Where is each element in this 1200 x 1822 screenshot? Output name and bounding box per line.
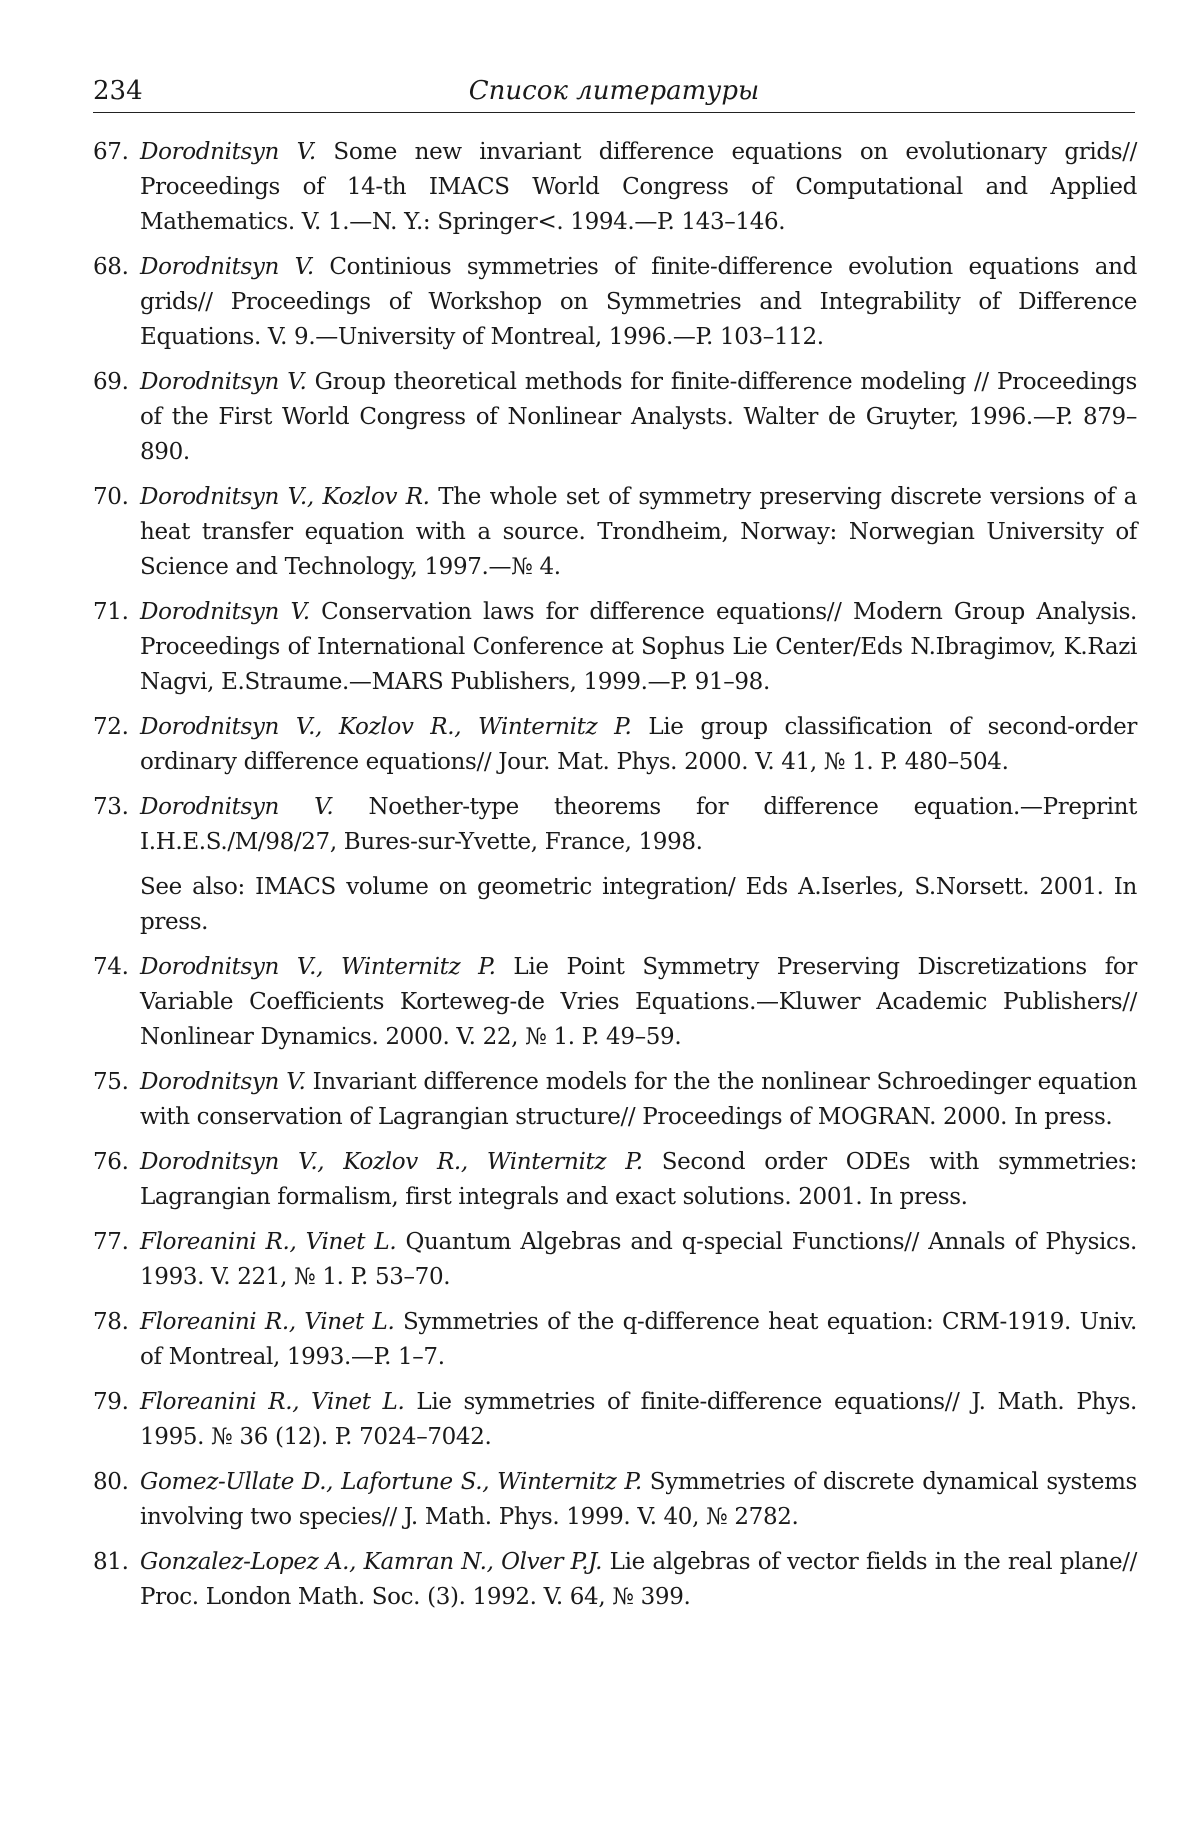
reference-item <box>93 1145 1137 1215</box>
reference-number: 79. <box>93 1385 129 1420</box>
reference-authors: Dorodnitsyn V., Kozlov R., Winternitz P. <box>140 1149 643 1175</box>
reference-item <box>93 1385 1137 1455</box>
reference-item <box>93 135 1137 240</box>
reference-text: Lie algebras of vector fields in the real plane// Proc. London Math. Soc. (3). 1992. V. 64, № 399. <box>140 1549 1137 1610</box>
reference-text: The whole set of symmetry preserving discrete versions of a heat transfer equation with a source. Trondheim, Norway: Norwegian University of Science and Technology, 1997.—№ 4. <box>140 484 1137 580</box>
reference-item <box>93 250 1137 355</box>
reference-authors: Gonzalez-Lopez A., Kamran N., Olver P.J. <box>140 1549 602 1575</box>
reference-item <box>93 710 1137 780</box>
book-page <box>0 0 1200 1822</box>
reference-item <box>93 480 1137 585</box>
reference-list <box>93 135 1137 1625</box>
reference-text: Invariant difference models for the the nonlinear Schroedinger equation with conservation of Lagrangian structure// Proceedings of MOGRAN. 2000. In press. <box>140 1069 1137 1130</box>
reference-authors: Floreanini R., Vinet L. <box>140 1229 396 1255</box>
reference-item <box>93 1225 1137 1295</box>
reference-authors: Floreanini R., Vinet L. <box>140 1309 394 1335</box>
reference-item <box>93 950 1137 1055</box>
reference-text: Symmetries of discrete dynamical systems involving two species// J. Math. Phys. 1999. V. 40, № 2782. <box>140 1469 1137 1530</box>
reference-item <box>93 365 1137 470</box>
reference-authors: Dorodnitsyn V. <box>140 599 310 625</box>
reference-number: 81. <box>93 1545 129 1580</box>
reference-text: Continious symmetries of finite-difference evolution equations and grids// Proceedings of Workshop on Symmetries and Integrability of Difference Equations. V. 9.—University of Montreal, 1996.—P. 103–112. <box>140 254 1137 350</box>
reference-number: 72. <box>93 710 129 745</box>
reference-authors: Gomez-Ullate D., Lafortune S., Winternitz P. <box>140 1469 642 1495</box>
reference-number: 73. <box>93 790 129 825</box>
reference-text: Lie Point Symmetry Preserving Discretizations for Variable Coefficients Korteweg-de Vries Equations.—Kluwer Academic Publishers// Nonlinear Dynamics. 2000. V. 22, № 1. P. 49–59. <box>140 954 1137 1050</box>
reference-text: Quantum Algebras and q-special Functions// Annals of Physics. 1993. V. 221, № 1. P. 53–70. <box>140 1229 1137 1290</box>
reference-text: Lie group classification of second-order ordinary difference equations// Jour. Mat. Phys. 2000. V. 41, № 1. P. 480–504. <box>140 714 1137 775</box>
reference-authors: Dorodnitsyn V. <box>140 369 306 395</box>
reference-number: 76. <box>93 1145 129 1180</box>
reference-authors: Dorodnitsyn V., Kozlov R. <box>140 484 430 510</box>
reference-text: Some new invariant difference equations on evolutionary grids// Proceedings of 14-th IMACS World Congress of Computational and Applied Mathematics. V. 1.—N. Y.: Springer<. 1994.—P. 143–146. <box>140 139 1137 235</box>
reference-number: 74. <box>93 950 129 985</box>
reference-authors: Floreanini R., Vinet L. <box>140 1389 404 1415</box>
running-title: Список литературы <box>93 76 1135 106</box>
reference-text: Symmetries of the q-difference heat equation: CRM-1919. Univ. of Montreal, 1993.—P. 1–7. <box>140 1309 1137 1370</box>
reference-number: 67. <box>93 135 129 170</box>
reference-item <box>93 1065 1137 1135</box>
reference-authors: Dorodnitsyn V. <box>140 254 314 280</box>
reference-item <box>93 1545 1137 1615</box>
reference-item <box>93 1465 1137 1535</box>
page-number: 234 <box>93 76 143 106</box>
reference-number: 75. <box>93 1065 129 1100</box>
reference-text: Group theoretical methods for finite-difference modeling // Proceedings of the First World Congress of Nonlinear Analysts. Walter de Gruyter, 1996.—P. 879–890. <box>140 369 1137 465</box>
reference-item <box>93 790 1137 860</box>
reference-text: Lie symmetries of finite-difference equations// J. Math. Phys. 1995. № 36 (12). P. 7024–7042. <box>140 1389 1137 1450</box>
see-also-note: See also: IMACS volume on geometric integration/ Eds A.Iserles, S.Norsett. 2001. In press. <box>93 870 1137 940</box>
reference-number: 71. <box>93 595 129 630</box>
reference-text: Conservation laws for difference equations// Modern Group Analysis. Proceedings of International Conference at Sophus Lie Center/Eds N.Ibragimov, K.Razi Nagvi, E.Straume.—MARS Publishers, 1999.—P. 91–98. <box>140 599 1137 695</box>
reference-authors: Dorodnitsyn V. <box>140 794 333 820</box>
reference-item <box>93 595 1137 700</box>
page-header <box>93 72 1135 113</box>
reference-number: 78. <box>93 1305 129 1340</box>
reference-number: 80. <box>93 1465 129 1500</box>
reference-item <box>93 1305 1137 1375</box>
reference-text: Noether-type theorems for difference equation.—Preprint I.H.E.S./M/98/27, Bures-sur-Yvette, France, 1998. <box>140 794 1137 855</box>
reference-authors: Dorodnitsyn V. <box>140 1069 305 1095</box>
reference-authors: Dorodnitsyn V. <box>140 139 316 165</box>
reference-authors: Dorodnitsyn V., Winternitz P. <box>140 954 496 980</box>
reference-number: 77. <box>93 1225 129 1260</box>
reference-number: 69. <box>93 365 129 400</box>
reference-authors: Dorodnitsyn V., Kozlov R., Winternitz P. <box>140 714 632 740</box>
reference-number: 70. <box>93 480 129 515</box>
reference-number: 68. <box>93 250 129 285</box>
reference-text: Second order ODEs with symmetries: Lagrangian formalism, first integrals and exact solutions. 2001. In press. <box>140 1149 1137 1210</box>
